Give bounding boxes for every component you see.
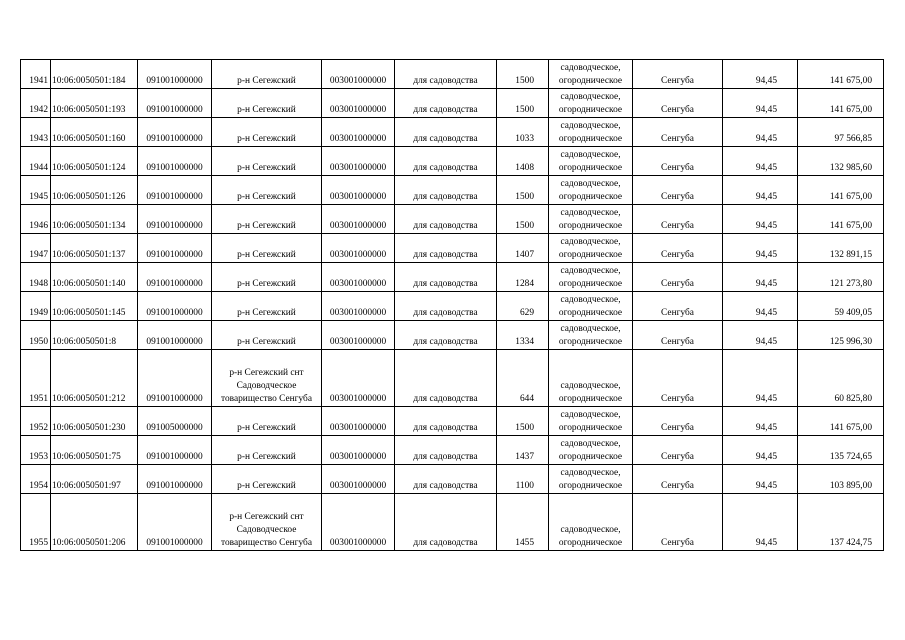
okato-cell: 091001000000	[138, 465, 212, 494]
locality-cell: Сенгуба	[633, 234, 723, 263]
cadastral-number-cell: 10:06:0050501:75	[51, 436, 138, 465]
okato-cell: 091001000000	[138, 118, 212, 147]
category-line: садоводческое,	[560, 324, 621, 334]
specific-value-cell: 94,45	[723, 60, 798, 89]
okato-cell: 091001000000	[138, 494, 212, 551]
cadastral-number-cell: 10:06:0050501:206	[51, 494, 138, 551]
category-line: садоводческое,	[560, 410, 621, 420]
row-number-cell: 1955	[21, 494, 51, 551]
okato-cell: 091001000000	[138, 292, 212, 321]
permitted-use-cell: для садоводства	[395, 350, 497, 407]
locality-cell: Сенгуба	[633, 350, 723, 407]
area-cell: 1334	[497, 321, 549, 350]
row-number-cell: 1945	[21, 176, 51, 205]
locality-cell: Сенгуба	[633, 407, 723, 436]
district-line: р-н Сегежский	[237, 105, 296, 115]
table-row	[21, 436, 884, 465]
district-line: р-н Сегежский	[237, 423, 296, 433]
row-number-cell: 1947	[21, 234, 51, 263]
area-cell: 1455	[497, 494, 549, 551]
district-cell	[212, 147, 322, 176]
category-line: огородническое	[558, 394, 623, 404]
oktmo-cell: 003001000000	[322, 321, 395, 350]
row-number-cell: 1951	[21, 350, 51, 407]
category-line: садоводческое,	[560, 295, 621, 305]
cadastral-value-cell: 141 675,00	[798, 407, 884, 436]
row-number-cell: 1942	[21, 89, 51, 118]
specific-value-cell: 94,45	[723, 494, 798, 551]
cadastral-value-cell: 141 675,00	[798, 176, 884, 205]
district-cell	[212, 407, 322, 436]
cadastral-number-cell: 10:06:0050501:137	[51, 234, 138, 263]
district-cell	[212, 494, 322, 551]
category-line: огородническое	[558, 538, 623, 548]
category-line: огородническое	[558, 452, 623, 462]
specific-value-cell: 94,45	[723, 263, 798, 292]
oktmo-cell: 003001000000	[322, 118, 395, 147]
cadastral-value-cell: 125 996,30	[798, 321, 884, 350]
district-cell	[212, 176, 322, 205]
cadastral-number-cell: 10:06:0050501:134	[51, 205, 138, 234]
specific-value-cell: 94,45	[723, 407, 798, 436]
category-line: огородническое	[558, 423, 623, 433]
table-row	[21, 147, 884, 176]
row-number-cell: 1952	[21, 407, 51, 436]
permitted-use-cell: для садоводства	[395, 147, 497, 176]
district-line: р-н Сегежский	[237, 76, 296, 86]
cadastral-value-cell: 121 273,80	[798, 263, 884, 292]
cadastral-value-cell: 137 424,75	[798, 494, 884, 551]
district-cell	[212, 89, 322, 118]
table-row	[21, 118, 884, 147]
category-line: садоводческое,	[560, 468, 621, 478]
oktmo-cell: 003001000000	[322, 292, 395, 321]
row-number-cell: 1949	[21, 292, 51, 321]
row-number-cell: 1941	[21, 60, 51, 89]
oktmo-cell: 003001000000	[322, 60, 395, 89]
specific-value-cell: 94,45	[723, 205, 798, 234]
locality-cell: Сенгуба	[633, 436, 723, 465]
category-line: садоводческое,	[560, 208, 621, 218]
use-category-cell	[549, 292, 633, 321]
area-cell: 1408	[497, 147, 549, 176]
oktmo-cell: 003001000000	[322, 89, 395, 118]
locality-cell: Сенгуба	[633, 494, 723, 551]
category-line: садоводческое,	[560, 92, 621, 102]
district-line: р-н Сегежский	[237, 279, 296, 289]
use-category-cell	[549, 436, 633, 465]
area-cell: 1500	[497, 60, 549, 89]
category-line: садоводческое,	[560, 63, 621, 73]
district-cell	[212, 205, 322, 234]
cadastral-number-cell: 10:06:0050501:212	[51, 350, 138, 407]
district-cell	[212, 436, 322, 465]
use-category-cell	[549, 234, 633, 263]
area-cell: 1437	[497, 436, 549, 465]
table-row	[21, 234, 884, 263]
row-number-cell: 1953	[21, 436, 51, 465]
land-register-table	[20, 59, 884, 551]
cadastral-value-cell: 141 675,00	[798, 60, 884, 89]
category-line: садоводческое,	[560, 179, 621, 189]
oktmo-cell: 003001000000	[322, 147, 395, 176]
district-line: р-н Сегежский	[237, 221, 296, 231]
area-cell: 1100	[497, 465, 549, 494]
specific-value-cell: 94,45	[723, 436, 798, 465]
permitted-use-cell: для садоводства	[395, 494, 497, 551]
area-cell: 1500	[497, 176, 549, 205]
area-cell: 1500	[497, 407, 549, 436]
row-number-cell: 1943	[21, 118, 51, 147]
oktmo-cell: 003001000000	[322, 176, 395, 205]
category-line: огородническое	[558, 481, 623, 491]
area-cell: 1407	[497, 234, 549, 263]
district-cell	[212, 234, 322, 263]
okato-cell: 091001000000	[138, 350, 212, 407]
permitted-use-cell: для садоводства	[395, 176, 497, 205]
district-line: р-н Сегежский	[237, 308, 296, 318]
district-cell	[212, 263, 322, 292]
row-number-cell: 1944	[21, 147, 51, 176]
area-cell: 1500	[497, 89, 549, 118]
specific-value-cell: 94,45	[723, 89, 798, 118]
district-cell	[212, 321, 322, 350]
district-cell	[212, 292, 322, 321]
table-row	[21, 321, 884, 350]
locality-cell: Сенгуба	[633, 321, 723, 350]
category-line: огородническое	[558, 134, 623, 144]
locality-cell: Сенгуба	[633, 60, 723, 89]
use-category-cell	[549, 465, 633, 494]
category-line: огородническое	[558, 192, 623, 202]
category-line: огородническое	[558, 279, 623, 289]
cadastral-value-cell: 59 409,05	[798, 292, 884, 321]
permitted-use-cell: для садоводства	[395, 321, 497, 350]
category-line: садоводческое,	[560, 150, 621, 160]
district-line: р-н Сегежский	[237, 250, 296, 260]
locality-cell: Сенгуба	[633, 176, 723, 205]
district-line: р-н Сегежский	[237, 192, 296, 202]
table-row	[21, 465, 884, 494]
district-line: р-н Сегежский снт	[229, 512, 304, 522]
category-line: садоводческое,	[560, 525, 621, 535]
category-line: огородническое	[558, 308, 623, 318]
use-category-cell	[549, 89, 633, 118]
category-line: огородническое	[558, 163, 623, 173]
cadastral-number-cell: 10:06:0050501:8	[51, 321, 138, 350]
category-line: огородническое	[558, 250, 623, 260]
district-line: р-н Сегежский	[237, 134, 296, 144]
use-category-cell	[549, 321, 633, 350]
table-row	[21, 350, 884, 407]
category-line: огородническое	[558, 337, 623, 347]
locality-cell: Сенгуба	[633, 205, 723, 234]
specific-value-cell: 94,45	[723, 321, 798, 350]
table-row	[21, 89, 884, 118]
district-line: р-н Сегежский	[237, 452, 296, 462]
area-cell: 1284	[497, 263, 549, 292]
locality-cell: Сенгуба	[633, 147, 723, 176]
use-category-cell	[549, 263, 633, 292]
cadastral-value-cell: 141 675,00	[798, 89, 884, 118]
permitted-use-cell: для садоводства	[395, 407, 497, 436]
oktmo-cell: 003001000000	[322, 407, 395, 436]
district-line: товарищество Сенгуба	[221, 394, 312, 404]
specific-value-cell: 94,45	[723, 234, 798, 263]
table-row	[21, 176, 884, 205]
locality-cell: Сенгуба	[633, 292, 723, 321]
locality-cell: Сенгуба	[633, 465, 723, 494]
cadastral-number-cell: 10:06:0050501:160	[51, 118, 138, 147]
cadastral-value-cell: 132 985,60	[798, 147, 884, 176]
permitted-use-cell: для садоводства	[395, 292, 497, 321]
cadastral-value-cell: 60 825,80	[798, 350, 884, 407]
specific-value-cell: 94,45	[723, 147, 798, 176]
permitted-use-cell: для садоводства	[395, 436, 497, 465]
category-line: огородническое	[558, 76, 623, 86]
okato-cell: 091001000000	[138, 321, 212, 350]
cadastral-number-cell: 10:06:0050501:184	[51, 60, 138, 89]
permitted-use-cell: для садоводства	[395, 465, 497, 494]
locality-cell: Сенгуба	[633, 118, 723, 147]
okato-cell: 091001000000	[138, 147, 212, 176]
cadastral-number-cell: 10:06:0050501:126	[51, 176, 138, 205]
cadastral-value-cell: 132 891,15	[798, 234, 884, 263]
locality-cell: Сенгуба	[633, 89, 723, 118]
specific-value-cell: 94,45	[723, 176, 798, 205]
district-line: товарищество Сенгуба	[221, 538, 312, 548]
category-line: садоводческое,	[560, 381, 621, 391]
table-row	[21, 292, 884, 321]
row-number-cell: 1954	[21, 465, 51, 494]
use-category-cell	[549, 147, 633, 176]
use-category-cell	[549, 176, 633, 205]
cadastral-number-cell: 10:06:0050501:97	[51, 465, 138, 494]
locality-cell: Сенгуба	[633, 263, 723, 292]
cadastral-value-cell: 103 895,00	[798, 465, 884, 494]
district-line: Садоводческое	[236, 381, 297, 391]
permitted-use-cell: для садоводства	[395, 263, 497, 292]
cadastral-number-cell: 10:06:0050501:140	[51, 263, 138, 292]
oktmo-cell: 003001000000	[322, 234, 395, 263]
row-number-cell: 1946	[21, 205, 51, 234]
use-category-cell	[549, 205, 633, 234]
specific-value-cell: 94,45	[723, 118, 798, 147]
permitted-use-cell: для садоводства	[395, 89, 497, 118]
permitted-use-cell: для садоводства	[395, 234, 497, 263]
permitted-use-cell: для садоводства	[395, 60, 497, 89]
oktmo-cell: 003001000000	[322, 494, 395, 551]
okato-cell: 091005000000	[138, 407, 212, 436]
district-cell	[212, 465, 322, 494]
district-line: Садоводческое	[236, 525, 297, 535]
cadastral-value-cell: 97 566,85	[798, 118, 884, 147]
area-cell: 644	[497, 350, 549, 407]
table-row	[21, 263, 884, 292]
use-category-cell	[549, 60, 633, 89]
specific-value-cell: 94,45	[723, 292, 798, 321]
permitted-use-cell: для садоводства	[395, 205, 497, 234]
area-cell: 1033	[497, 118, 549, 147]
cadastral-number-cell: 10:06:0050501:193	[51, 89, 138, 118]
category-line: огородническое	[558, 221, 623, 231]
category-line: садоводческое,	[560, 237, 621, 247]
okato-cell: 091001000000	[138, 60, 212, 89]
use-category-cell	[549, 407, 633, 436]
district-line: р-н Сегежский	[237, 481, 296, 491]
use-category-cell	[549, 118, 633, 147]
row-number-cell: 1950	[21, 321, 51, 350]
category-line: садоводческое,	[560, 439, 621, 449]
permitted-use-cell: для садоводства	[395, 118, 497, 147]
oktmo-cell: 003001000000	[322, 350, 395, 407]
oktmo-cell: 003001000000	[322, 436, 395, 465]
specific-value-cell: 94,45	[723, 350, 798, 407]
category-line: садоводческое,	[560, 266, 621, 276]
table-row	[21, 494, 884, 551]
cadastral-number-cell: 10:06:0050501:124	[51, 147, 138, 176]
area-cell: 629	[497, 292, 549, 321]
okato-cell: 091001000000	[138, 205, 212, 234]
table-row	[21, 205, 884, 234]
cadastral-value-cell: 141 675,00	[798, 205, 884, 234]
district-line: р-н Сегежский	[237, 163, 296, 173]
area-cell: 1500	[497, 205, 549, 234]
okato-cell: 091001000000	[138, 176, 212, 205]
district-line: р-н Сегежский снт	[229, 368, 304, 378]
cadastral-number-cell: 10:06:0050501:145	[51, 292, 138, 321]
use-category-cell	[549, 350, 633, 407]
category-line: огородническое	[558, 105, 623, 115]
okato-cell: 091001000000	[138, 436, 212, 465]
table-row	[21, 60, 884, 89]
table-body	[21, 60, 884, 551]
cadastral-number-cell: 10:06:0050501:230	[51, 407, 138, 436]
specific-value-cell: 94,45	[723, 465, 798, 494]
district-cell	[212, 350, 322, 407]
okato-cell: 091001000000	[138, 234, 212, 263]
okato-cell: 091001000000	[138, 89, 212, 118]
district-cell	[212, 60, 322, 89]
table-row	[21, 407, 884, 436]
oktmo-cell: 003001000000	[322, 205, 395, 234]
category-line: садоводческое,	[560, 121, 621, 131]
oktmo-cell: 003001000000	[322, 465, 395, 494]
oktmo-cell: 003001000000	[322, 263, 395, 292]
row-number-cell: 1948	[21, 263, 51, 292]
district-line: р-н Сегежский	[237, 337, 296, 347]
use-category-cell	[549, 494, 633, 551]
cadastral-value-cell: 135 724,65	[798, 436, 884, 465]
okato-cell: 091001000000	[138, 263, 212, 292]
district-cell	[212, 118, 322, 147]
